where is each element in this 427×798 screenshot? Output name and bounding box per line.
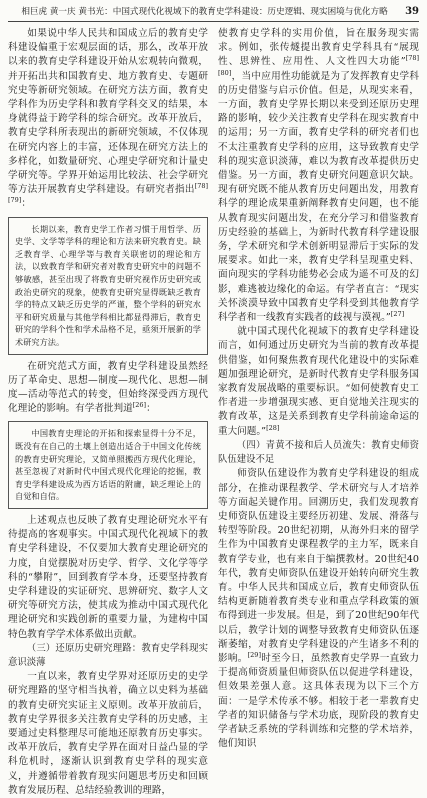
paragraph: 如果说中华人民共和国成立后的教育史学科建设偏重于宏观层面的话，那么，改革开放以来的教育史学科建设开始从宏观转向微观，并开拓出共和国教育史、地方教育史、专题研究史等新研究领域。在研究方法方面，教育史学科作为历史学科和教育学科交叉的结果，本身就得益于跨学科的综合研究。改革开放后，教育史学科所表现出的新研究领域，不仅体现在研究内容上的丰富，还体现在研究方法上的多样化，如数量研究、心理史学研究和计量史学研究等。学界开始运用比较法、社会学研究等方法开展教育史学科建设。有研究者指出[78][79]： [8, 28, 208, 210]
block-quote [8, 421, 208, 509]
running-title: 相巨虎 黄一庆 黄书光：中国式现代化视域下的教育史学科建设：历史逻辑、现实困境与优化方略 [21, 7, 388, 17]
left-column [8, 27, 208, 796]
citation-ref[interactable]: [28] [266, 423, 280, 432]
paragraph: 使教育史学科的实用价值，旨在服务现实需求。例如，张传燧提出教育史学科具有“展现性、思辨性、应用性、人文性四大功能”[78][80]，当中应用性功能就是为了发挥教育史学科的历史借鉴与启示价值。但是，从现实来看，一方面，教育史学界长期以来受到还原历史理路的影响，较少关注教育史学科在现实教育中的运用；另一方面，教育史学科的研究者们也不太注重教育史学科的应用，这导致教育史学科的现实意识淡薄，难以为教育改革提供历史借鉴。另一方面，教育史研究问题意识欠缺。现有研究既不能从教育历史问题出发，用教育科学的理论成果重新阐释教育史问题，也不能从教育现实问题出发，在充分学习和借鉴教育历史经验的基础上，为新时代教育科学建设服务，学术研究和学术创新明显滞后于实际的发展要求。如此一来，教育史学科呈现重史料、面向现实的学科功能势必会成为遥不可及的幻影，难逃被边缘化的命运。有学者直言：“现实关怀淡漠导致中国教育史学科受到其他教育学科学者和一线教育实践者的歧视与漠视。”[27] [218, 28, 419, 324]
block-quote [8, 217, 208, 355]
citation-ref[interactable]: [29] [247, 650, 261, 659]
paragraph: 一直以来，教育史学界对还原历史的史学研究理路的坚守相当执着，确立以史料为基础的教育史研究实证主义原则。改革开放前后，教育史学界很多关注教育史学科的历史感，主要通过史料整理尽可能地还原教育历史事实。改革开放后，教育史学界在面对日益凸显的学科危机时，逐渐认识到教育史学科的现实意义，并遵循带着教育现实问题思考历史和回顾教育发展历程、总结经验教训的理路， [8, 671, 208, 796]
citation-ref[interactable]: [78][79] [8, 182, 208, 205]
citation-ref[interactable]: [27] [390, 309, 405, 318]
quote-text: 中国教育史理论的开拓和探索显得十分不足，既没有在自己的土壤上创造出适合于中国文化传统的教育史研究理论，又简单照搬西方现代化理论，甚至忽视了对新时代中国式现代化理论的挖掘，教育史学科建设成为西方话语的附庸，缺乏理论上的自觉和自信。 [15, 428, 201, 502]
paragraph: 师资队伍建设作为教育史学科建设的组成部分，在推动课程教学、学术研究与人才培养等方面起关键作用。回溯历史，我们发现教育史师资队伍建设主要经历初建、发展、滑落与转型等阶段。20世纪初期，从海外归来的留学生作为中国教育史课程教学的主力军，既来自教育学专业，也有来自于编撰教材。20世纪40年代，教育史师资队伍建设开始转向研究生教育。中华人民共和国成立后，教育史师资队伍结构更新随着教育类专业和重点学科政策的颁布得到进一步发展。但是，到了20世纪90年代以后，教学计划的调整导致教育史师资队伍逐渐萎缩，对教育史学科建设的产生诸多不利的影响。[29]时至今日，虽然教育史学界一直致力于提高师资质量但师资队伍以促进学科建设，但效果差强人意。这具体表现为以下三个方面：一是学术传承不够。相较于老一辈教育史学者的知识储备与学术功底，现阶段的教育史学者缺乏系统的学科训练和完整的学术培养，他们知识 [218, 468, 420, 750]
right-column [218, 27, 420, 750]
page-number: 39 [405, 6, 419, 17]
citation-ref[interactable]: [78][80] [218, 54, 419, 77]
quote-text: 长期以来，教育史学工作者习惯于用哲学、历史学、文学等学科的理论和方法来研究教育史。缺乏教育学、心理学等与教育关联密切的理论和方法，以致教育学和研究者对教育史研究中的问题不够敏感，甚至出现了将教育史研究视作历史研究或政治史研究的现象，使教育史研究显得既缺乏教育学的特点又缺乏历史学的严谨，整个学科的研究水平和研究质量与其他学科相比都显得滞后，教育史研究的学科个性和学术品格不足，亟须开展新的学术研究方法。 [15, 223, 201, 347]
section-heading: （四）青黄不接和后人员流失：教育史师资队伍建设不足 [218, 439, 419, 466]
paragraph: 在研究范式方面，教育史学科建设虽然经历了革命史、思想—制度—现代化、思想—制度—活动等范式的转变，但始终深受西方现代化理论的影响。有学者批判道[26]： [8, 360, 208, 415]
citation-ref[interactable]: [26] [132, 401, 147, 409]
paragraph: 就中国式现代化视域下的教育史学科建设而言，如何通过历史研究为当前的教育改革提供借鉴，如何聚焦教育现代化建设中的实际难题加强理论研究，是新时代教育史学科服务国家教育发展战略的重要标识。“如何使教育史工作者进一步增强现实感、更自觉地关注现实的教育改革，这是关系到教育史学科前途命运的重大问题。”[28] [218, 326, 419, 437]
running-header [8, 4, 419, 22]
paragraph: 上述观点也反映了教育史理论研究水平有待提高的客观事实。中国式现代化视域下的教育史学科建设，不仅要加大教育史理论研究的力度，自觉摆脱对历史学、哲学、文化学等学科的“攀附”，回到教育学本身，还要坚持教育史学科建设的实证研究、思辨研究、数字人文研究等研究方法，使其成为推动中国式现代化理论研究和实践创新的重要力量，为建构中国特色教育学学术体系做出贡献。 [8, 514, 208, 640]
section-heading: （三）还原历史研究理路：教育史学科现实意识淡薄 [8, 642, 208, 668]
